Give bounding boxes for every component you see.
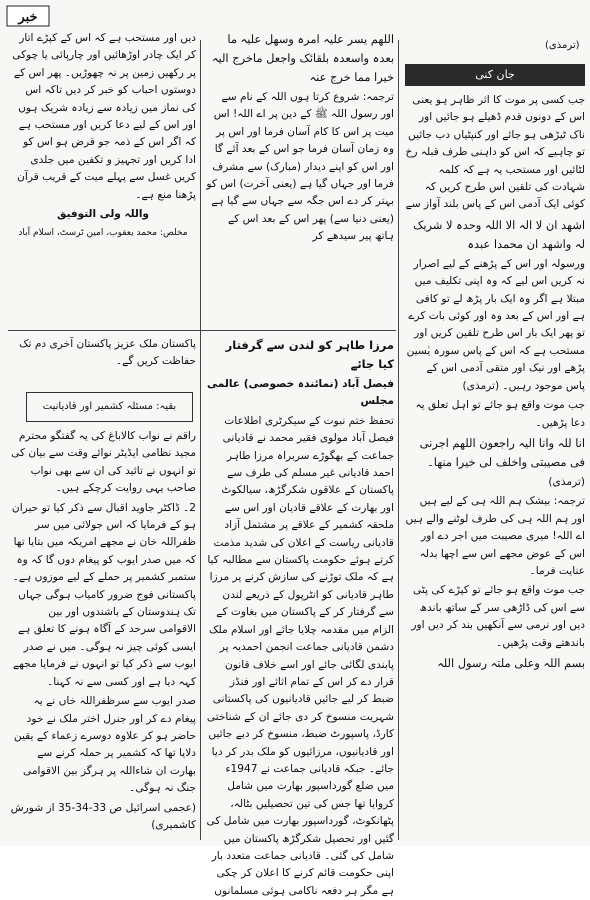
reference-tirmidhi: (ترمذی) bbox=[545, 40, 580, 51]
news-dateline: فیصل آباد (نمائندہ خصوصی) عالمی مجلس bbox=[207, 378, 394, 408]
left-bottom-para-2: 2۔ ڈاکٹر جاوید اقبال سے ذکر کیا تو حیران ہو کے فرمایا کہ اس جولائی میں سر ظفراللہ خان نے مجھے امریکہ میں بتایا تھا کہ میں صدر ایوب کو پیغام دوں گا کہ وہ ستمبر کشمیر پر حملے کے لیے موزوں ہے۔ پاکستانی فوج ضرور کامیاب ہوگی جہاں تک ہندوستان کے باشندوں اور بین الاقوامی سرحد کے آگاہ ہونے کا تعلق ہے ایسی کوئی چیز نہ ہوگی۔ میں نے صدر ایوب سے ذکر کیا تو انہوں نے فرمایا مجھے کہہ دیا ہے اور کسی سے نہ کہنا۔ bbox=[11, 501, 196, 688]
left-bottom-para-1: راقم نے نواب کالاباغ کی یہ گفتگو محترم مجید نظامی ایڈیٹر نوائے وقت سے بیان کی تو انہوں نے تائید کی ان سے بھی نواب صاحب یہی روایت کرچکے ہیں۔ bbox=[11, 430, 196, 495]
left-bottom-column bbox=[10, 428, 196, 842]
right-para-4: ترجمہ: بیشک ہم اللہ ہی کے لیے ہیں اور ہم اللہ ہی کی طرف لوٹنے والے ہیں اے اللہ! میری مصیبت میں اجر دے اور اس کے عوض مجھے اس سے اچھا بدلہ عنایت فرما۔ bbox=[405, 495, 585, 577]
left-bottom-top-text: پاکستان ملک عزیز پاکستان آخری دم تک حفاظت کریں گے۔ bbox=[19, 338, 196, 368]
closing-line: واللہ ولی التوفیق bbox=[57, 208, 149, 221]
left-bottom-citation: (عجمی اسرائیل ص 33-34-35 از شورش کاشمیری) bbox=[10, 801, 196, 831]
middle-bottom-column bbox=[206, 336, 394, 897]
logo-text: خبر bbox=[18, 10, 38, 25]
dua-reference: (ترمذی) bbox=[548, 475, 585, 488]
right-para-5: جب موت واقع ہو جائے تو کپڑے کی پٹی سے اس کی ڈاڑھی سر کے ساتھ باندھ دیں اور نرمی سے آنکھیں بند کر دیں اور باندھتے وقت پڑھیں۔ bbox=[411, 584, 585, 649]
section-title-jankani: جان کنی bbox=[405, 64, 585, 86]
right-para-3: جب موت واقع ہو جائے تو اہل تعلق یہ دعا پڑھیں۔ bbox=[415, 399, 585, 429]
middle-top-text: ترجمہ: شروع کرتا ہوں اللہ کے نام سے اور رسول اللہ ﷺ کے دین پر اے اللہ! اس میت پر اس کا کام آسان فرما اور اس پر وہ زمان آسان فرما جو اس کے بعد آئے گا اور اس کو اپنے دیدار (مبارک) سے مشرف فرما اور جہاں گیا ہے (یعنی آخرت) اس کو بہتر کر دے اس جگہ سے جہاں سے گیا ہے (یعنی دنیا سے) پھر اس کے بعد اس کے ہاتھ پیر سیدھے کر bbox=[206, 91, 394, 243]
dua-text: انا للہ وانا الیہ راجعون اللھم اجرنی فی مصیبتی واخلف لی خیرا منھا۔ bbox=[419, 435, 585, 469]
column-rule-left bbox=[200, 40, 201, 840]
column-rule-right bbox=[398, 40, 399, 840]
left-top-text: دیں اور مستحب ہے کہ اس کے کپڑے اتار کر ایک چادر اوڑھائیں اور چارپائی یا چوکی پر رکھیں زمین پر نہ چھوڑیں۔ پھر اس کے دوستوں احباب کو خبر کر دیں تاکہ اس کی نماز میں زیادہ سے زیادہ شریک ہوں اور اس کے لیے دعا کریں اور مستحب ہے کہ اگر اس کے ذمہ جو قرض ہو اس کو ادا کریں اور تجہیز و تکفین میں جلدی کریں غسل سے پہلے میت کے قریب قرآن پڑھنا منع ہے۔ bbox=[12, 32, 196, 201]
left-bottom-top bbox=[10, 336, 196, 388]
right-para-1: جب کسی پر موت کا اثر ظاہر ہو یعنی اس کے دونوں قدم ڈھیلے ہو جائیں اور ناک ٹیڑھی ہو جائے اور کنپٹیاں دب جائیں تو چاہیے کہ اس کو داہنی طرف قبلہ رخ لٹائیں اور مستحب یہ ہے کہ کلمہ شہادت کی تلقین اس طرح کریں کہ کوئی ایک آدمی اس کے پاس بلند آواز سے bbox=[405, 94, 585, 211]
left-top-column bbox=[10, 30, 196, 326]
right-para-2: ورسولہ اور اس کے پڑھنے کے لیے اصرار نہ کریں اس لیے کہ وہ اپنی تکلیف میں مبتلا ہے اگر وہ ایک بار پڑھ لے تو کافی ہے اور اس کے بعد وہ اور کوئی بات کرے تو پھر ایک بار اس طرح تلقین کریں اور مستحب ہے کہ اس کے پاس سورہ یٰسین پڑھے اور نیک اور متقی آدمی اس کے پاس موجود رہیں۔ (ترمذی) bbox=[406, 257, 585, 392]
middle-top-column bbox=[206, 30, 394, 326]
news-headline: مرزا طاہر کو لندن سے گرفتار کیا جائے bbox=[225, 338, 394, 371]
signature-line: مخلص: محمد یعقوب، امین ٹرسٹ، اسلام آباد bbox=[18, 228, 188, 239]
middle-arabic-dua: اللھم یسر علیہ امرہ وسھل علیہ ما بعدہ واسعدہ بلقائک واجعل ماخرج الیہ خیرا مما خرج عنہ bbox=[211, 32, 394, 84]
kalima-text: اشھد ان لا الہ الا اللہ وحدہ لا شریک لہ واشھد ان محمدا عبدہ bbox=[413, 217, 585, 251]
left-bottom-para-3: صدر ایوب سے سرظفراللہ خاں نے یہ پیغام دے کر اور جنرل اختر ملک نے خود حاضر ہو کر علاوہ دوسرے زعماء کے یقین دلایا تھا کہ کشمیر پر حملہ کرنے سے بھارت ان شاءاللہ پر ہرگز بین الاقوامی جنگ نہ ہوگی۔ bbox=[13, 695, 196, 795]
continuation-box: بقیہ: مسئلہ کشمیر اور قادیانیت bbox=[26, 392, 193, 422]
publication-logo bbox=[6, 4, 50, 28]
bismillah-text: بسم اللہ وعلی ملتہ رسول اللہ bbox=[437, 655, 585, 670]
horizontal-rule bbox=[8, 330, 396, 331]
right-column bbox=[405, 92, 585, 842]
news-body: تحفظ ختم نبوت کے سیکرٹری اطلاعات فیصل آباد مولوی فقیر محمد نے قادیانی جماعت کے بھگوڑے سربراہ مرزا طاہر احمد قادیانی غیر مسلم کی طرف سے پاکستان کے علاقوں شکرگڑھ، سیالکوٹ اور بھارت کے علاقے قادیان اور اس سے ملحقہ کشمیر کے علاقے پر مشتمل آزاد قادیانی ریاست کے اعلان کی شدید مذمت کرتے ہوئے حکومت پاکستان سے مطالبہ کیا ہے کہ ملک توڑنے کی سازش کرنے پر مرزا طاہر قادیانی کو انٹرپول کے ذریعے لندن سے گرفتار کر کے پاکستان میں بغاوت کے الزام میں مقدمہ چلایا جائے اور اسلام ملک دشمن قادیانی جماعت انجمن احمدیہ پر پابندی لگائی جائے اور اسے خلاف قانون قرار دے کر اس کے تمام اثاثے اور فنڈز ضبط کر لیے جائیں قادیانیوں کی پاکستانی شہریت منسوخ کر دی جائے ان کے شناختی کارڈ، پاسپورٹ ضبط، منسوخ کر دیے جائیں اور قادیانیوں، مرزائیوں کو ملک بدر کر دیا جائے۔ جبکہ قادیانی جماعت نے 1947ء میں ضلع گورداسپور بھارت میں شامل کروایا تھا جس کی تین تحصیلیں بٹالہ، پٹھانکوٹ، گورداسپور بھارت میں شامل کی گئیں اور تحصیل شکرگڑھ پاکستان میں شامل کی گئی۔ قادیانی جماعت متعدد بار اپنی حکومت قائم کرنے کا اعلان کر چکی ہے مگر ہر دفعہ ناکامی ہوئی مسلمانوں bbox=[206, 414, 394, 897]
